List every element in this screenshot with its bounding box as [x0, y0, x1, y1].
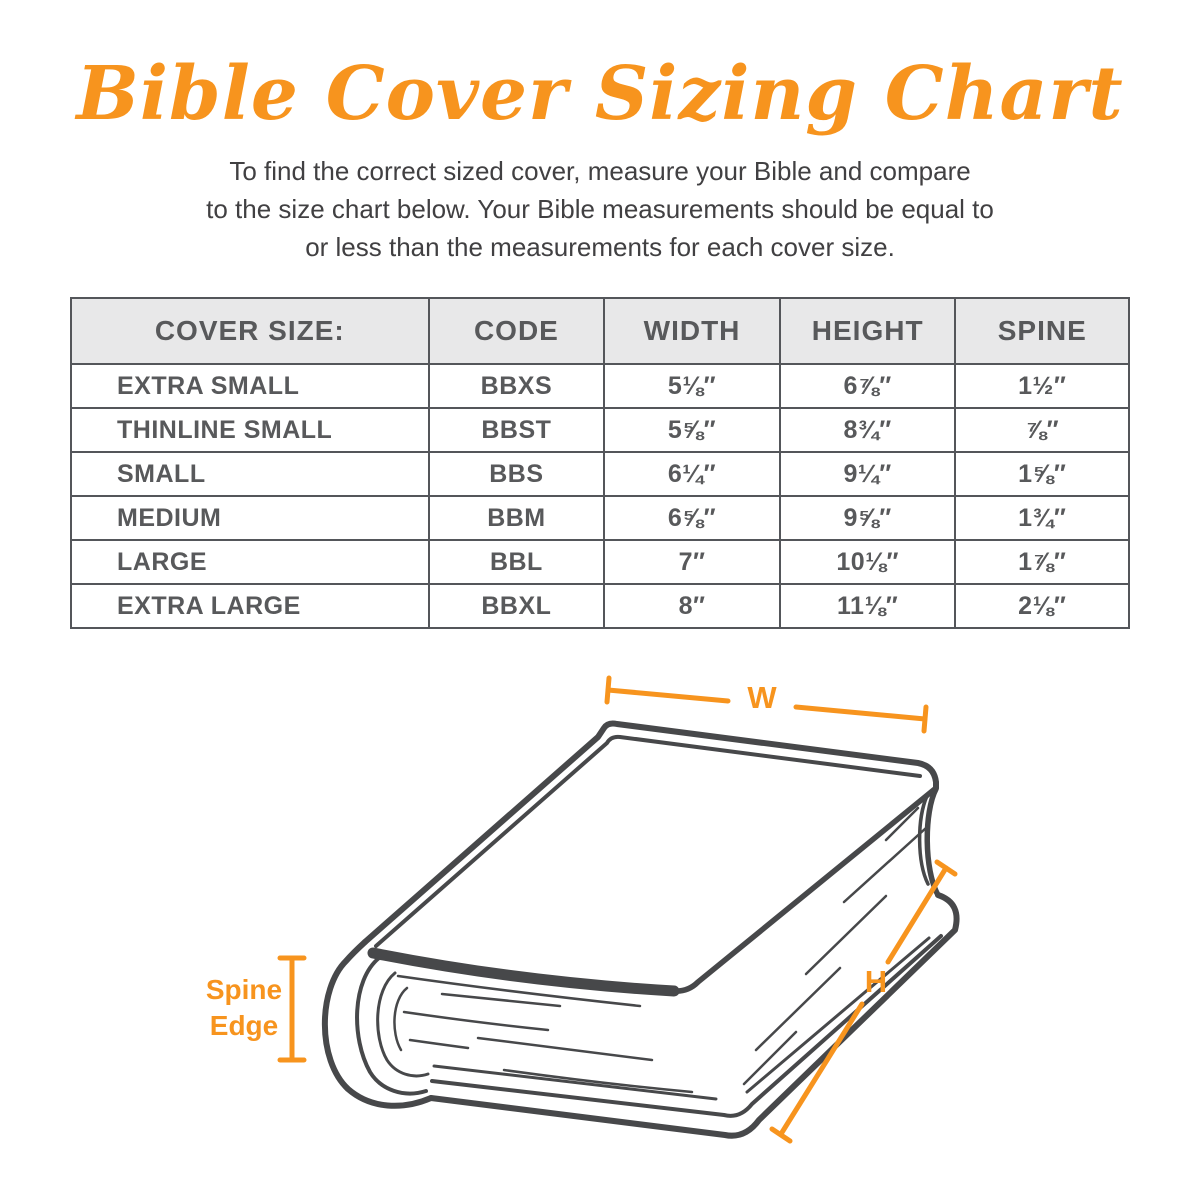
header-spine: SPINE [955, 298, 1129, 364]
cell-height: 9⅝″ [780, 496, 956, 540]
cell-size: EXTRA LARGE [71, 584, 429, 628]
cell-width: 6⅝″ [604, 496, 780, 540]
cell-size: THINLINE SMALL [71, 408, 429, 452]
cell-width: 7″ [604, 540, 780, 584]
cell-spine: 1¾″ [955, 496, 1129, 540]
book-measurement-diagram [80, 640, 1120, 1200]
intro-line: To find the correct sized cover, measure your Bible and compare [229, 156, 971, 186]
cell-height: 10⅛″ [780, 540, 956, 584]
table-row [71, 408, 1129, 452]
cell-spine: 1⅝″ [955, 452, 1129, 496]
spine-edge-label: Spine Edge [205, 974, 283, 1041]
cell-code: BBL [429, 540, 605, 584]
cell-width: 8″ [604, 584, 780, 628]
cell-width: 6¼″ [604, 452, 780, 496]
cell-spine: 2⅛″ [955, 584, 1129, 628]
cell-code: BBST [429, 408, 605, 452]
cell-height: 9¼″ [780, 452, 956, 496]
intro-text [0, 152, 1200, 266]
cell-code: BBXS [429, 364, 605, 408]
book-silhouette [325, 724, 957, 1136]
page-title: Bible Cover Sizing Chart [76, 51, 1124, 137]
table-row [71, 584, 1129, 628]
sizing-table [70, 297, 1130, 629]
header-width: WIDTH [604, 298, 780, 364]
cell-spine: ⅞″ [955, 408, 1129, 452]
table-header-row [71, 298, 1129, 364]
cell-width: 5⅛″ [604, 364, 780, 408]
width-dim-label: W [747, 680, 777, 715]
cell-code: BBS [429, 452, 605, 496]
cell-width: 5⅝″ [604, 408, 780, 452]
header-cover-size: COVER SIZE: [71, 298, 429, 364]
width-dim-line [796, 707, 925, 719]
cell-code: BBXL [429, 584, 605, 628]
cell-size: SMALL [71, 452, 429, 496]
intro-line: to the size chart below. Your Bible measurements should be equal to [206, 194, 994, 224]
cell-code: BBM [429, 496, 605, 540]
cell-spine: 1⅞″ [955, 540, 1129, 584]
cell-height: 6⅞″ [780, 364, 956, 408]
cell-spine: 1½″ [955, 364, 1129, 408]
header-height: HEIGHT [780, 298, 956, 364]
width-dim-line [608, 690, 728, 701]
intro-line: or less than the measurements for each cover size. [305, 232, 895, 262]
cell-size: EXTRA SMALL [71, 364, 429, 408]
table-row [71, 496, 1129, 540]
table-row [71, 540, 1129, 584]
height-dim-label: H [864, 964, 888, 999]
width-dim-tick [607, 678, 609, 702]
cell-height: 8¾″ [780, 408, 956, 452]
cell-height: 11⅛″ [780, 584, 956, 628]
cell-size: LARGE [71, 540, 429, 584]
cell-size: MEDIUM [71, 496, 429, 540]
table-row [71, 452, 1129, 496]
table-row [71, 364, 1129, 408]
header-code: CODE [429, 298, 605, 364]
book-illustration [80, 640, 1120, 1200]
width-dim-tick [924, 707, 926, 731]
